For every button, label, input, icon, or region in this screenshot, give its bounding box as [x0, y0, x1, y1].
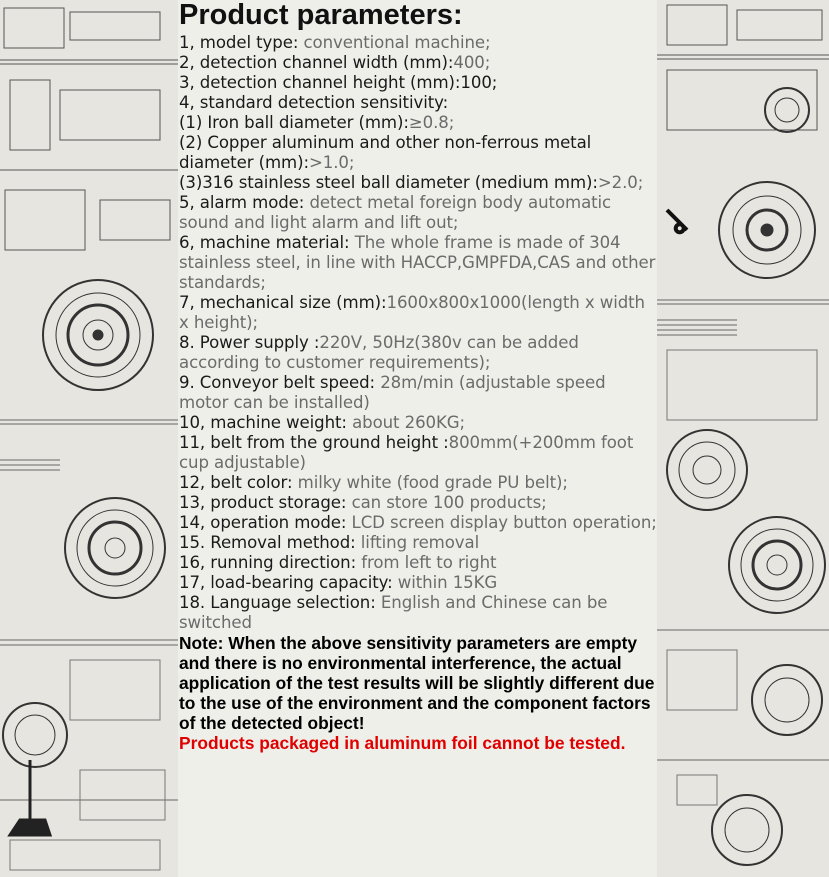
parameter-item — [179, 53, 657, 73]
page-title: Product parameters: — [179, 0, 463, 31]
parameter-key: 10, machine weight: — [179, 413, 353, 432]
parameter-item — [179, 173, 657, 193]
parameter-key: 13, product storage: — [179, 493, 352, 512]
parameter-key: 4, standard detection sensitivity: — [179, 93, 449, 112]
parameter-key: 5, alarm mode: — [179, 193, 310, 212]
parameter-item — [179, 133, 657, 173]
left-decorative-border — [0, 0, 178, 877]
parameter-key: 12, belt color: — [179, 473, 298, 492]
parameter-value: >2.0; — [597, 173, 644, 192]
parameter-item — [179, 93, 657, 113]
parameter-value: 1600x800x1000(length x width x height); — [179, 293, 645, 332]
parameter-value: 400; — [453, 53, 491, 72]
parameters-document — [179, 0, 657, 753]
parameter-item — [179, 33, 657, 53]
parameter-key: (3)316 stainless steel ball diameter (medium mm): — [179, 173, 598, 192]
parameter-value: ≥0.8; — [408, 113, 455, 132]
parameter-item — [179, 493, 657, 513]
parameter-item — [179, 473, 657, 493]
parameter-key: 15. Removal method: — [179, 533, 361, 552]
parameter-key: (2) Copper aluminum and other non-ferrous metal diameter (mm): — [179, 133, 592, 172]
parameter-key: 8. Power supply : — [179, 333, 320, 352]
right-decorative-border — [657, 0, 829, 877]
left-machinery-illustration — [0, 0, 178, 877]
parameter-key: 6, machine material: — [179, 233, 355, 252]
parameter-value: lifting removal — [360, 533, 480, 552]
parameter-item — [179, 373, 657, 413]
parameter-value: from left to right — [361, 553, 497, 572]
right-machinery-illustration — [657, 0, 829, 877]
parameter-item — [179, 513, 657, 533]
parameter-key: 18. Language selection: — [179, 593, 381, 612]
parameter-value: >1.0; — [308, 153, 355, 172]
parameter-value: English and Chinese can be switched — [179, 593, 608, 632]
parameter-item — [179, 433, 657, 473]
parameter-key: 14, operation mode: — [179, 513, 352, 532]
parameter-key: 1, model type: — [179, 33, 304, 52]
parameter-item — [179, 293, 657, 333]
parameter-item — [179, 533, 657, 553]
parameter-list — [179, 33, 657, 633]
parameter-item — [179, 193, 657, 233]
parameter-key: 16, running direction: — [179, 553, 362, 572]
parameter-item — [179, 553, 657, 573]
parameter-key: (1) Iron ball diameter (mm): — [179, 113, 409, 132]
parameter-key: 17, load-bearing capacity: — [179, 573, 398, 592]
parameter-item — [179, 233, 657, 293]
parameter-value: about 260KG; — [352, 413, 466, 432]
parameter-value: LCD screen display button operation; — [351, 513, 657, 532]
parameter-item — [179, 333, 657, 373]
parameter-item — [179, 73, 657, 93]
parameter-item — [179, 113, 657, 133]
parameter-value: 220V, 50Hz(380v can be added according to customer requirements); — [179, 333, 579, 372]
parameter-value: conventional machine; — [303, 33, 491, 52]
parameter-key: 11, belt from the ground height : — [179, 433, 449, 452]
parameter-key: 3, detection channel height (mm):100; — [179, 73, 498, 92]
parameter-value: 800mm(+200mm foot cup adjustable) — [179, 433, 634, 472]
parameter-value: detect metal foreign body automatic sound and light alarm and lift out; — [179, 193, 612, 232]
aluminum-foil-warning: Products packaged in aluminum foil cannot be tested. — [179, 733, 626, 753]
parameter-item — [179, 413, 657, 433]
parameter-value: The whole frame is made of 304 stainless steel, in line with HACCP,GMPFDA,CAS and other standards; — [179, 233, 656, 292]
parameter-value: 28m/min (adjustable speed motor can be installed) — [179, 373, 606, 412]
parameter-value: milky white (food grade PU belt); — [297, 473, 568, 492]
parameter-key: 9. Conveyor belt speed: — [179, 373, 381, 392]
parameter-key: 7, mechanical size (mm): — [179, 293, 387, 312]
parameter-value: can store 100 products; — [351, 493, 547, 512]
parameter-item — [179, 593, 657, 633]
parameter-item — [179, 573, 657, 593]
parameter-key: 2, detection channel width (mm): — [179, 53, 454, 72]
parameter-value: within 15KG — [397, 573, 498, 592]
sensitivity-note: Note: When the above sensitivity parameters are empty and there is no environmental interference, the actual application of the test results will be slightly different due to the use of the environment and the component factors of the detected object! — [179, 633, 655, 733]
